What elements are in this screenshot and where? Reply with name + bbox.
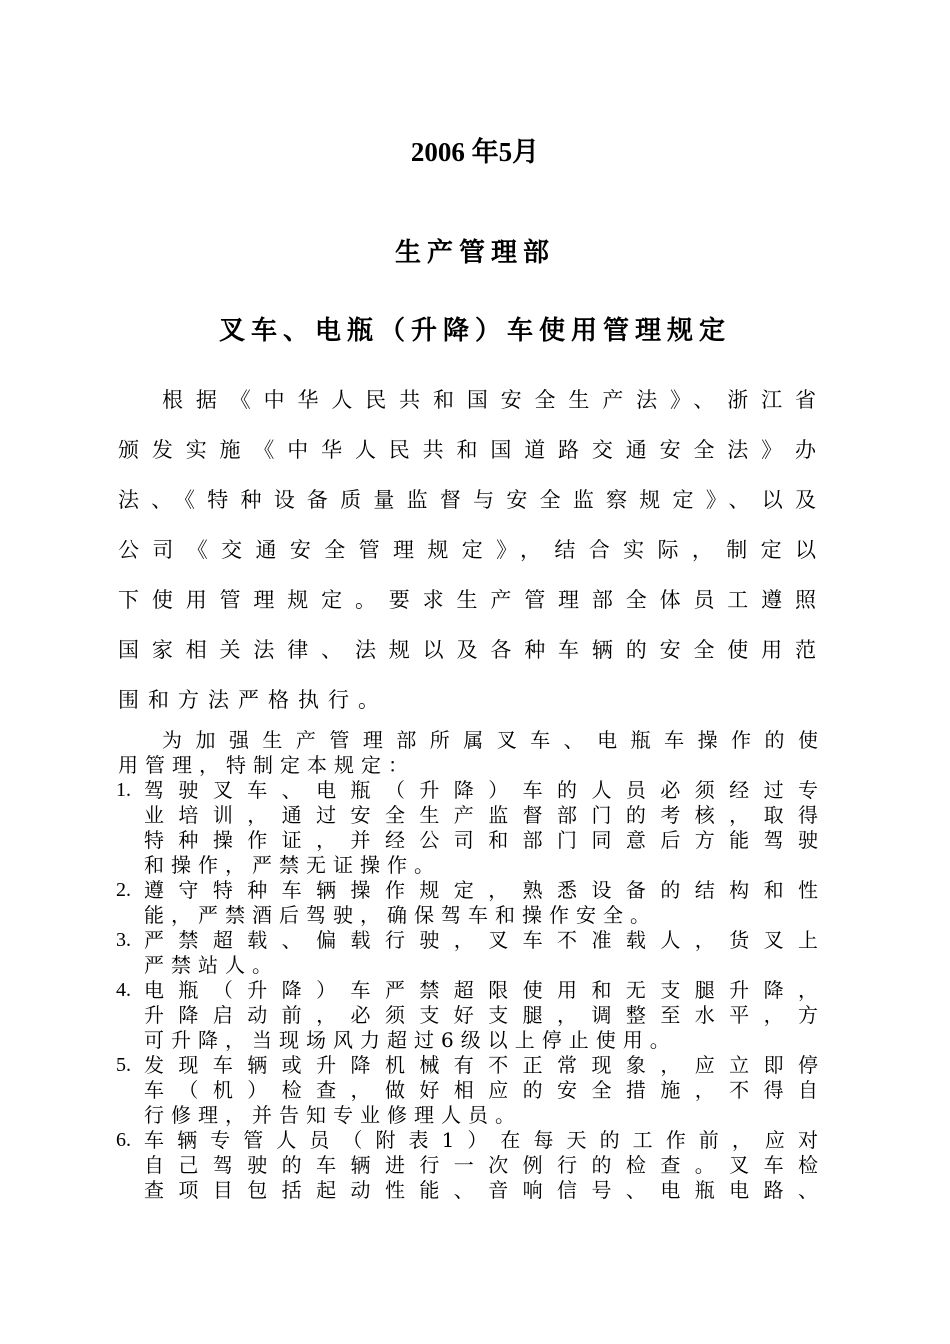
department-heading: 生产管理部 [394, 238, 555, 268]
document-title: 叉车、电瓶（升降）车使用管理规定 [218, 316, 731, 346]
rule-line: 电瓶（升降）车严禁超限使用和无支腿升降， [144, 978, 825, 1002]
rule-item-5 [118, 1053, 825, 1128]
rule-line: 查项目包括起动性能、音响信号、电瓶电路、 [144, 1178, 825, 1202]
rule-line: 严禁站人。 [144, 953, 279, 977]
intro-paragraph [118, 375, 825, 725]
lead-line: 为加强生产管理部所属叉车、电瓶车操作的使 [162, 728, 825, 752]
rule-line: 升降启动前，必须支好支腿，调整至水平，方 [144, 1003, 825, 1027]
rule-number: 2. [116, 879, 131, 901]
rule-line: 严禁超载、偏载行驶，叉车不准载人，货叉上 [144, 928, 825, 952]
rule-line: 能，严禁酒后驾驶，确保驾车和操作安全。 [144, 903, 657, 927]
rule-line: 发现车辆或升降机械有不正常现象，应立即停 [144, 1053, 825, 1077]
rule-line: 车（机）检查，做好相应的安全措施，不得自 [144, 1078, 825, 1102]
rule-line: 驾驶叉车、电瓶（升降）车的人员必须经过专 [144, 778, 825, 802]
rule-line: 业培训，通过安全生产监督部门的考核，取得 [144, 803, 825, 827]
rule-line: 遵守特种车辆操作规定，熟悉设备的结构和性 [144, 878, 825, 902]
intro-line: 下使用管理规定。要求生产管理部全体员工遵照 [118, 588, 825, 612]
rule-line: 特种操作证，并经公司和部门同意后方能驾驶 [144, 828, 825, 852]
lead-line: 用管理，特制定本规定： [118, 753, 415, 777]
rule-item-3 [118, 928, 825, 978]
rule-number: 6. [116, 1129, 131, 1151]
rule-line: 自己驾驶的车辆进行一次例行的检查。叉车检 [144, 1153, 825, 1177]
intro-line: 颁发实施《中华人民共和国道路交通安全法》办 [118, 438, 825, 462]
intro-line: 法、《特种设备质量监督与安全监察规定》、以及 [118, 488, 825, 512]
intro-line: 围和方法严格执行。 [118, 688, 388, 712]
rule-number: 3. [116, 929, 131, 951]
rule-number: 5. [116, 1054, 131, 1076]
intro-line: 根据《中华人民共和国安全生产法》、浙江省 [162, 388, 825, 412]
document-date: 2006 年5月 [410, 137, 540, 167]
rule-line: 车辆专管人员（附表1）在每天的工作前，应对 [144, 1128, 825, 1152]
rule-item-1 [118, 778, 825, 878]
rule-number: 1. [116, 779, 131, 801]
rule-item-2 [118, 878, 825, 928]
rule-line: 行修理，并告知专业修理人员。 [144, 1103, 522, 1127]
rule-number: 4. [116, 979, 131, 1001]
intro-line: 公司《交通安全管理规定》，结合实际，制定以 [118, 538, 825, 562]
rule-line: 可升降，当现场风力超过6级以上停止使用。 [144, 1028, 677, 1052]
rule-item-4 [118, 978, 825, 1053]
rules-section [118, 728, 825, 1203]
intro-line: 国家相关法律、法规以及各种车辆的安全使用范 [118, 638, 825, 662]
rule-item-6 [118, 1128, 825, 1203]
rule-line: 和操作，严禁无证操作。 [144, 853, 441, 877]
